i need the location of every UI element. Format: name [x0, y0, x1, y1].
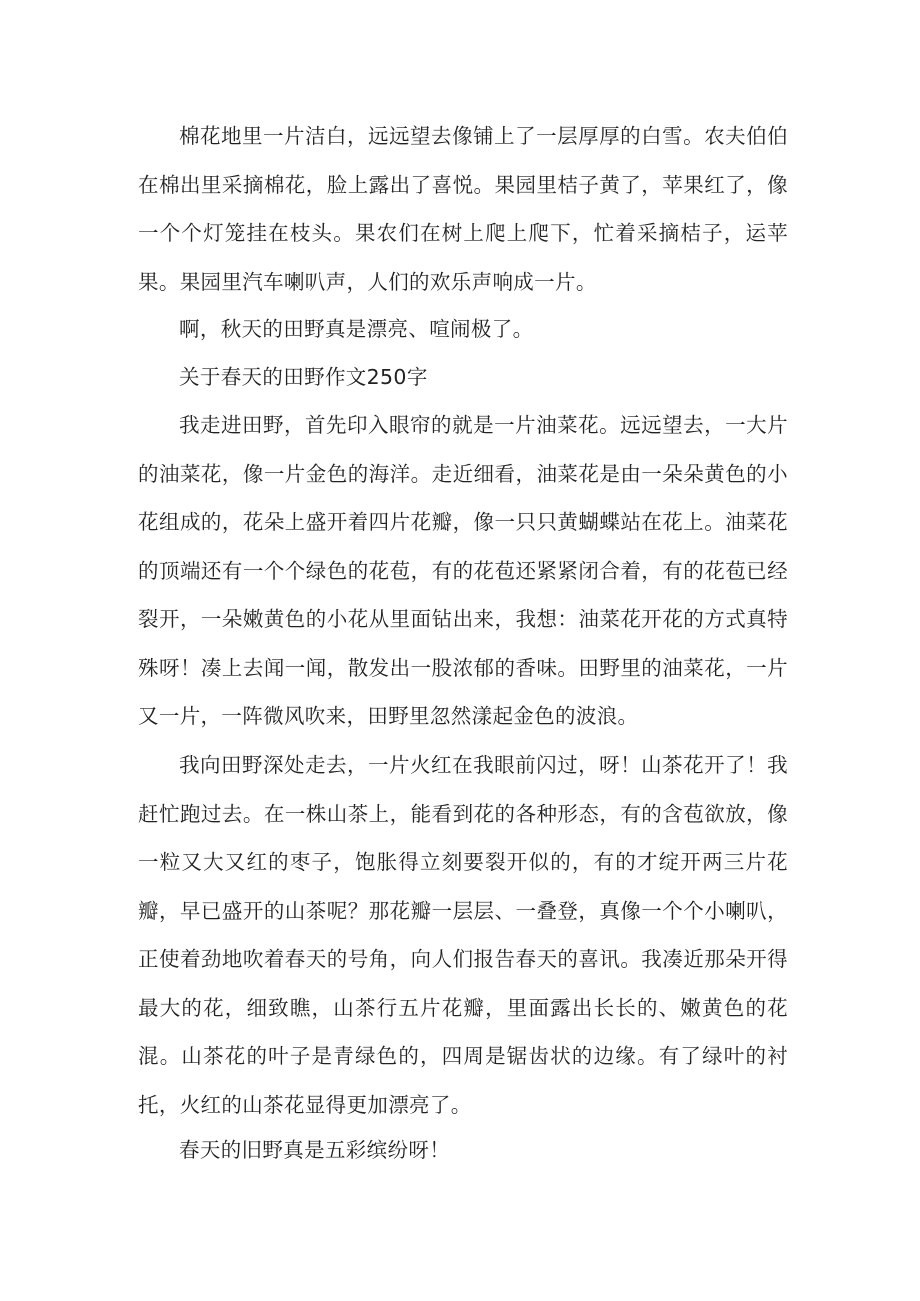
paragraph-camellia-flowers: 我向田野深处走去，一片火红在我眼前闪过，呀！山茶花开了！我赶忙跑过去。在一株山茶上，能看到花的各种形态，有的含苞欲放，像一粒又大又红的枣子，饱胀得立刻要裂开似的，有的才绽开两三片花瓣，早已盛开的山茶呢？那花瓣一层层、一叠登，真像一个个小喇叭，正使着劲地吹着春天的号角，向人们报告春天的喜讯。我凑近那朵开得最大的花，细致瞧，山茶行五片花瓣，里面露出长长的、嫩黄色的花混。山茶花的叶子是青绿色的，四周是锯齿状的边缘。有了绿叶的衬托，火红的山茶花显得更加漂亮了。: [138, 753, 788, 1117]
paragraph-rapeseed-flowers: 我走进田野，首先印入眼帘的就是一片油菜花。远远望去，一大片的油菜花，像一片金色的海洋。走近细看，油菜花是由一朵朵黄色的小花组成的，花朵上盛开着四片花瓣，像一只只黄蝴蝶站在花上。油菜花的顶端还有一个个绿色的花苞，有的花苞还紧紧闭合着，有的花苞已经裂开，一朵嫩黄色的小花从里面钻出来，我想：油菜花开花的方式真特殊呀！凑上去闻一闻，散发出一股浓郁的香味。田野里的油菜花，一片又一片，一阵微风吹来，田野里忽然漾起金色的波浪。: [138, 413, 788, 728]
paragraph-spring-closing: 春天的旧野真是五彩缤纷呀！: [179, 1138, 451, 1162]
essay-title: 关于春天的田野作文250字: [179, 365, 428, 389]
paragraph-autumn-closing: 啊，秋天的田野真是漂亮、喧闹极了。: [179, 317, 534, 341]
paragraph-cotton-orchard: 棉花地里一片洁白，远远望去像铺上了一层厚厚的白雪。农夫伯伯在棉出里采摘棉花，脸上露出了喜悦。果园里桔子黄了，苹果红了，像一个个灯笼挂在枝头。果农们在树上爬上爬下，忙着采摘桔子，运苹果。果园里汽车喇叭声，人们的欢乐声响成一片。: [138, 124, 788, 294]
